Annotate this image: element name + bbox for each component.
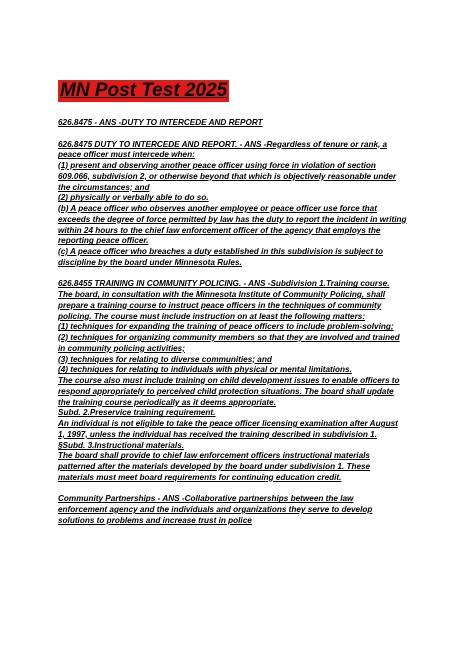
text-line: the training course periodically as it deems appropriate. <box>58 397 276 407</box>
text-line: solutions to problems and increase trust in police <box>58 515 252 525</box>
text-line: (1) techniques for expanding the training of peace officers to include problem-solving; <box>58 322 394 332</box>
text-line: 609.066, subdivision 2, or otherwise beyond that which is objectively reasonable under <box>58 171 397 181</box>
text-line: patterned after the materials developed by the board under subdivision 1. These <box>58 462 371 471</box>
document-body <box>58 118 426 537</box>
text-line: materials must meet board requirements for continuing education credit. <box>58 472 342 482</box>
text-line: exceeds the degree of force permitted by law has the duty to report the incident in writing <box>58 214 407 224</box>
section-duty-to-intercede <box>58 140 426 269</box>
text-line: respond appropriately to perceived child protection situations. The board shall update <box>58 386 394 396</box>
text-line: (2) physically or verbally able to do so. <box>58 193 209 203</box>
text-line: in community policing activities; <box>58 343 185 353</box>
text-line: Subd. 2.Preservice training requirement. <box>58 408 216 418</box>
text-line: 1, 1997, unless the individual has received the training described in subdivision 1. <box>58 429 377 439</box>
text-line: (1) present and observing another peace officer using force in violation of section <box>58 161 376 170</box>
heading-line: 626.8475 - ANS -DUTY TO INTERCEDE AND REPORT <box>58 118 263 127</box>
document-title: MN Post Test 2025 <box>60 80 228 101</box>
section-community-partnerships <box>58 494 426 526</box>
text-line: enforcement agency and the individuals and organizations they serve to develop <box>58 505 373 514</box>
text-line: within 24 hours to the chief law enforcement officer of the agency that employs the <box>58 225 381 235</box>
text-line: §Subd. 3.Instructional materials. <box>58 440 185 450</box>
text-line: (c) A peace officer who breaches a duty established in this subdivision is subject to <box>58 247 384 256</box>
text-line: The board, in consultation with the Minnesota Institute of Community Policing, shall <box>58 290 386 299</box>
text-line: (2) techniques for organizing community members so that they are involved and trained <box>58 333 400 342</box>
text-line: (3) techniques for relating to diverse communities; and <box>58 354 272 364</box>
text-line: reporting peace officer. <box>58 236 149 246</box>
text-line: the circumstances; and <box>58 182 150 192</box>
text-line: (4) techniques for relating to individuals with physical or mental limitations. <box>58 365 352 375</box>
text-line: 626.8455 TRAINING IN COMMUNITY POLICING. - ANS -Subdivision 1.Training course. <box>58 279 390 289</box>
text-line: The course also must include training on child development issues to enable officers to <box>58 376 400 385</box>
text-line: prepare a training course to instruct peace officers in the techniques of community <box>58 300 382 310</box>
heading-line-para <box>58 118 426 129</box>
text-line: The board shall provide to chief law enforcement officers instructional materials <box>58 451 370 461</box>
text-line: policing. The course must include instruction on at least the following matters: <box>58 311 366 321</box>
text-line: discipline by the board under Minnesota Rules. <box>58 257 242 267</box>
title-block <box>58 80 229 102</box>
text-line: peace officer must intercede when: <box>58 150 195 160</box>
section-community-policing <box>58 279 426 483</box>
text-line: (b) A peace officer who observes another employee or peace officer use force that <box>58 204 377 213</box>
text-line: Community Partnerships - ANS -Collaborative partnerships between the law <box>58 494 354 504</box>
text-line: An individual is not eligible to take the peace officer licensing examination after August <box>58 419 398 428</box>
text-line: 626.8475 DUTY TO INTERCEDE AND REPORT. - ANS -Regardless of tenure or rank, a <box>58 139 388 149</box>
